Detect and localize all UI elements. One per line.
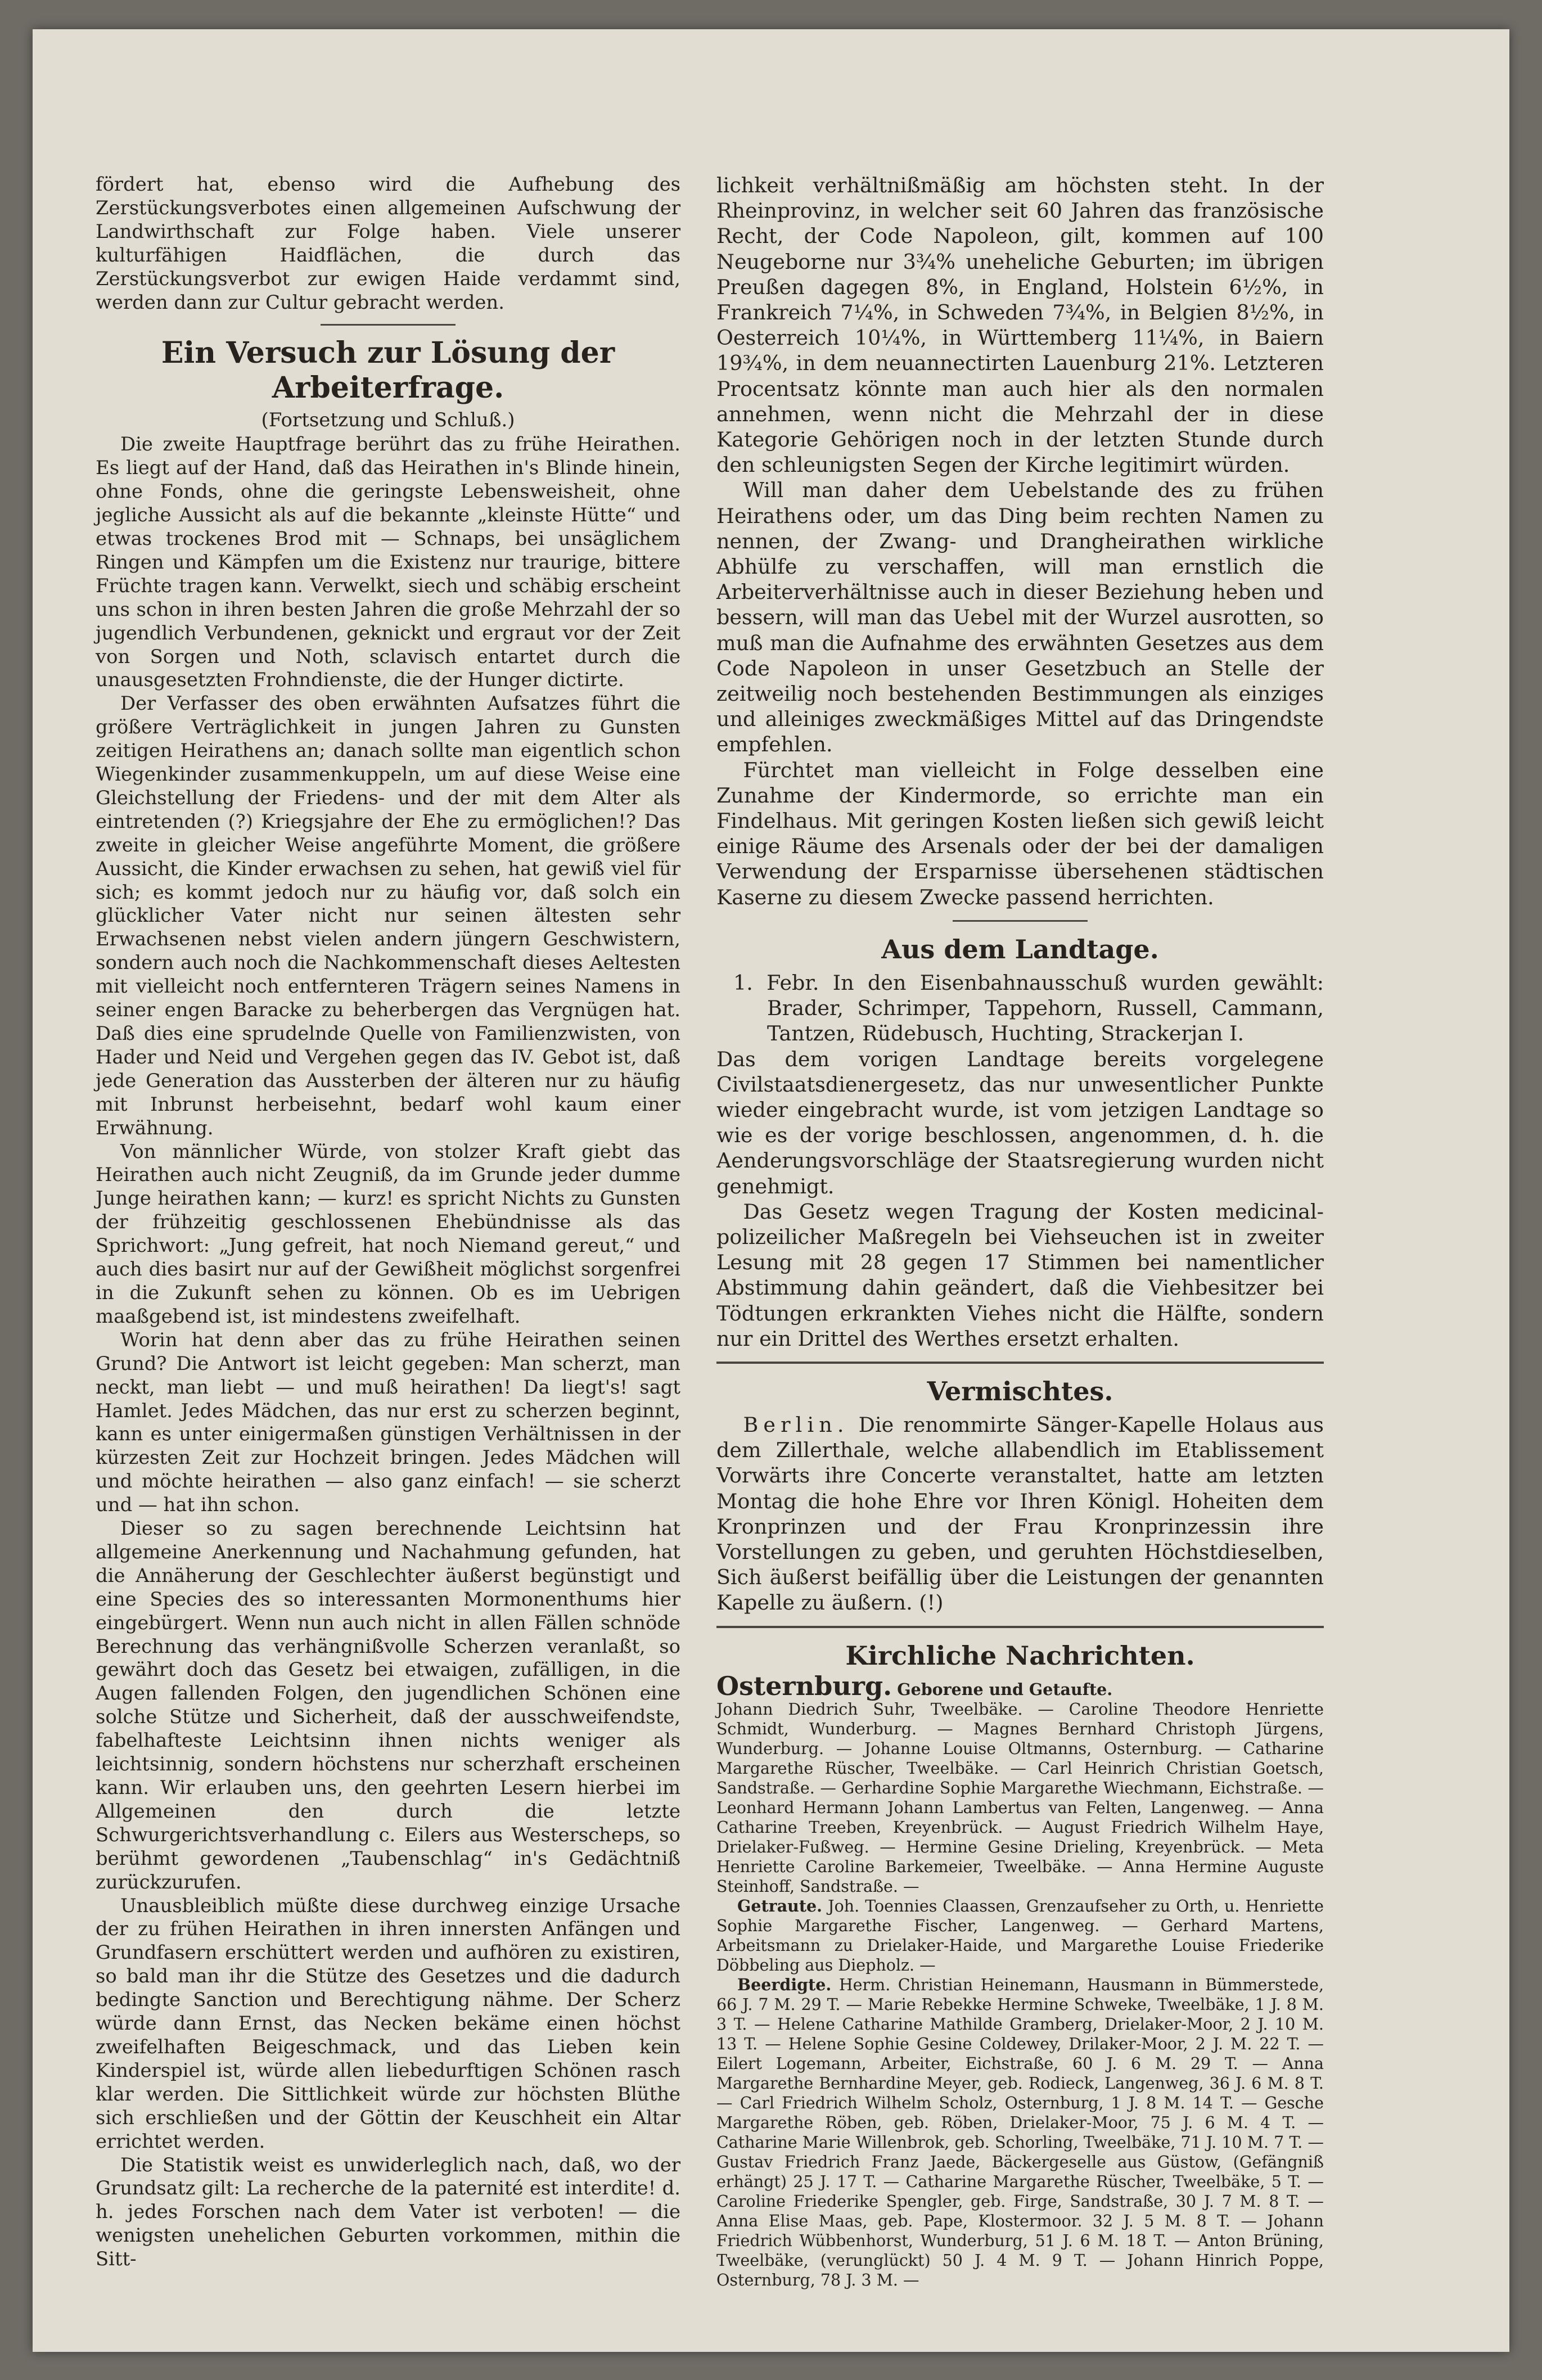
article-paragraph: Die zweite Hauptfrage berührt das zu frühe Heirathen. Es liegt auf der Hand, daß das Heirathen in's Blinde hinein, ohne Fonds, ohne die geringste Lebensweisheit, ohne jegliche Aussicht als auf die bekannte „kleinste Hütte“ und etwas trockenes Brod mit — Schnaps, bei unsäglichem Ringen und Kämpfen um die Existenz nur traurige, bittere Früchte tragen kann. Verwelkt, siech und schäbig erscheint uns schon in ihren besten Jahren die große Mehrzahl der so jugendlich Verbundenen, geknickt und ergraut vor der Zeit von Sorgen und Noth, sclavisch entartet durch die unausgesetzten Frohndienste, die der Hunger dictirte. (96, 433, 680, 691)
article-paragraph: Will man daher dem Uebelstande des zu frühen Heirathens oder, um das Ding beim rechten Namen zu nennen, der Zwang- und Drangheirathen wirkliche Abhülfe zu verschaffen, will man ernstlich die Arbeiterverhältnisse auch in dieser Beziehung heben und bessern, will man das Uebel mit der Wurzel ausrotten, so muß man die Aufnahme des erwähnten Gesetzes aus dem Code Napoleon in unser Gesetzbuch an Stelle der zeitweilig noch bestehenden Bestimmungen als einziges und alleiniges zweckmäßiges Mittel auf das Dringendste empfehlen. (716, 478, 1324, 757)
article-paragraph: lichkeit verhältnißmäßig am höchsten steht. In der Rheinprovinz, in welcher seit 60 Jahren das französische Recht, der Code Napoleon, gilt, kommen auf 100 Neugeborne nur 3¾% uneheliche Geburten; im übrigen Preußen dagegen 8%, in England, Holstein 6½%, in Frankreich 7¼%, in Schweden 7¾%, in Belgien 8½%, in Oesterreich 10¼%, in Württemberg 11¼%, in Baiern 19¾%, in dem neuannectirten Lauenburg 21%. Letzteren Procentsatz könnte man auch hier als den normalen annehmen, wenn nicht die Mehrzahl der in diese Kategorie Gehörigen noch in der letzten Stunde durch den schleunigsten Segen der Kirche legitimirt würden. (716, 173, 1324, 477)
article-paragraph: Fürchtet man vielleicht in Folge desselben eine Zunahme der Kindermorde, so errichte man ein Findelhaus. Mit geringen Kosten ließen sich gewiß leicht einige Räume des Arsenals oder der bei der damaligen Verwendung der Ersparnisse übersehenen städtischen Kaserne zu diesem Zwecke passend herrichten. (716, 758, 1324, 909)
article-paragraph: Worin hat denn aber das zu frühe Heirathen seinen Grund? Die Antwort ist leicht gegeben: Man scherzt, man neckt, man liebt — und muß heirathen! Da liegt's! sagt Hamlet. Jedes Mädchen, das nur erst zu scherzen beginnt, kann es unter einigermaßen günstigen Verhältnissen in der kürzesten Zeit zur Hochzeit bringen. Jedes Mädchen will und möchte heirathen — also ganz einfach! — sie scherzt und — hat ihn schon. (96, 1328, 680, 1516)
article-title: Ein Versuch zur Lösung der Arbeiterfrage. (161, 336, 615, 405)
intro-paragraph: fördert hat, ebenso wird die Aufhebung des Zerstückungsverbotes einen allgemeinen Aufschwung der Landwirthschaft zur Folge haben. Viele unserer kulturfähigen Haidflächen, die durch das Zerstückungsverbot zur ewigen Haide verdammt sind, werden dann zur Cultur gebracht werden. (96, 173, 680, 313)
vermischtes-title: Vermischtes. (927, 1376, 1113, 1407)
church-buried-text: Herm. Christian Heinemann, Hausmann in Bümmerstede, 66 J. 7 M. 29 T. — Marie Rebekke Hermine Schweke, Tweelbäke, 1 J. 8 M. 3 T. — Helene Catharine Mathilde Gramberg, Drielaker-Moor, 2 J. 10 M. 13 T. — Helene Sophie Gesine Coldewey, Drilaker-Moor, 2 J. M. 22 T. — Eilert Logemann, Arbeiter, Eichstraße, 60 J. 6 M. 29 T. — Anna Margarethe Bernhardine Meyer, geb. Rodieck, Langenweg, 36 J. 6 M. 8 T. — Carl Friedrich Wilhelm Scholz, Osternburg, 1 J. 8 M. 14 T. — Gesche Margarethe Röben, geb. Röben, Drielaker-Moor, 75 J. 6 M. 4 T. — Catharine Marie Willenbrok, geb. Schorling, Tweelbäke, 71 J. 10 M. 7 T. — Gustav Friedrich Franz Jaede, Bäckergeselle aus Güstow, (Gefängniß erhängt) 25 J. 17 T. — Catharine Margarethe Rüscher, Tweelbäke, 5 T. — Caroline Friederike Spengler, geb. Firge, Sandstraße, 30 J. 7 M. 8 T. — Anna Elise Maas, geb. Pape, Klostermoor. 32 J. 5 M. 8 T. — Johann Friedrich Wübbenhorst, Wunderburg, 51 J. 6 M. 18 T. — Anton Brüning, Tweelbäke, (verunglückt) 50 J. 4 M. 9 T. — Johann Hinrich Poppe, Osternburg, 78 J. 3 M. — (716, 1975, 1324, 2289)
church-buried-label: Beerdigte. (737, 1975, 832, 1994)
church-married-label: Getraute. (737, 1896, 823, 1915)
left-column (96, 173, 680, 2271)
landtag-paragraph: Das dem vorigen Landtage bereits vorgelegene Civilstaatsdienergesetz, das nur unwesentlicher Punkte wieder eingebracht wurde, ist vom jetzigen Landtage so wie es der vorige beschlossen, angenommen, d. h. die Aenderungsvorschläge der Staatsregierung wurden nicht genehmigt. (716, 1047, 1324, 1198)
church-married (716, 1896, 1324, 1975)
church-born: Johann Diedrich Suhr, Tweelbäke. — Caroline Theodore Henriette Schmidt, Wunderburg. — Magnes Bernhard Christoph Jürgens, Wunderburg. — Johanne Louise Oltmanns, Osternburg. — Catharine Margarethe Rüscher, Tweelbäke. — Carl Heinrich Christian Goetsch, Sandstraße. — Gerhardine Sophie Margarethe Wiechmann, Eichstraße. — Leonhard Hermann Johann Lambertus van Felten, Langenweg. — Anna Catharine Treeben, Kreyenbrück. — August Friedrich Wilhelm Haye, Drielaker-Fußweg. — Hermine Gesine Drieling, Kreyenbrück. — Meta Henriette Caroline Barkemeier, Tweelbäke. — Anna Hermine Auguste Steinhoff, Sandstraße. — (716, 1700, 1324, 1896)
section-divider (716, 1362, 1324, 1364)
article-subtitle: (Fortsetzung und Schluß.) (261, 409, 515, 432)
right-column (716, 173, 1324, 2290)
vermischtes-place: Berlin. (743, 1412, 849, 1437)
section-divider (716, 1626, 1324, 1628)
article-paragraph: Der Verfasser des oben erwähnten Aufsatzes führt die größere Verträglichkeit in jungen Jahren zu Gunsten zeitigen Heirathens an; danach sollte man eigentlich schon Wiegenkinder zusammenkuppeln, um auf diese Weise eine Gleichstellung der Friedens- und der mit dem Alter als eintretenden (?) Kriegsjahre der Ehe zu ermöglichen!? Das zweite in gleicher Weise angeführte Moment, die größere Aussicht, die Kinder erwachsen zu sehen, hat gewiß viel für sich; es kommt jedoch nur zu häufig vor, daß solch ein glücklicher Vater nicht nur seinen ältesten sehr Erwachsenen nebst vielen andern jüngern Geschwistern, sondern auch noch die Nachkommenschaft dieses Aeltesten mit vielleicht noch entfernteren Trägern seines Namens in seiner engen Baracke zu beherbergen das Vergnügen hat. Daß dies eine sprudelnde Quelle von Familienzwisten, von Hader und Neid und Vergehen gegen das IV. Gebot ist, daß jede Generation das Aussterben der älteren nur zu häufig mit Inbrunst herbeisehnt, bedarf wohl kaum einer Erwähnung. (96, 692, 680, 1139)
kirchliche-title: Kirchliche Nachrichten. (845, 1640, 1195, 1671)
article-paragraph: Unausbleiblich müßte diese durchweg einzige Ursache der zu frühen Heirathen in ihren innersten Anfängen und Grundfasern erschüttert werden und aufhören zu existiren, so bald man ihr die Stütze des Gesetzes und die dadurch bedingte Sanction und Berechtigung nähme. Der Scherz würde dann Ernst, das Necken bekäme einen höchst zweifelhaften Beigeschmack, und das Lieben kein Kinderspiel ist, würde allen liebedurftigen Schönen rasch klar werden. Die Sittlichkeit würde zur höchsten Blüthe sich erschließen und der Göttin der Keuschheit ein Altar errichtet werden. (96, 1894, 680, 2152)
church-buried (716, 1975, 1324, 2290)
article-paragraph: Dieser so zu sagen berechnende Leichtsinn hat allgemeine Anerkennung und Nachahmung gefunden, hat die Annäherung der Geschlechter äußerst begünstigt und eine Species des so interessanten Mormonenthums hier eingebürgert. Wenn nun auch nicht in allen Fällen schnöde Berechnung das verhängnißvolle Scherzen veranlaßt, so gewährt doch das Gesetz bei etwaigen, zufälligen, in die Augen fallenden Folgen, den jugendlichen Schönen eine solche Stütze und Sicherheit, daß der ausschweifendste, fabelhafteste Leichtsinn ihnen nichts weniger als leichtsinnig, sondern höchstens nur scherzhaft erscheinen kann. Wir erlauben uns, den geehrten Lesern hierbei im Allgemeinen den durch die letzte Schwurgerichtsverhandlung c. Eilers aus Westerscheps, so berühmt gewordenen „Taubenschlag“ in's Gedächtniß zurückzurufen. (96, 1517, 680, 1893)
landtag-paragraph: Das Gesetz wegen Tragung der Kosten medicinal-polizeilicher Maßregeln bei Viehseuchen ist in zweiter Lesung mit 28 gegen 17 Stimmen bei namentlicher Abstimmung dahin geändert, daß die Viehbesitzer bei Tödtungen erkrankten Viehes nicht die Hälfte, sondern nur ein Drittel des Werthes ersetzt erhalten. (716, 1199, 1324, 1351)
section-divider (321, 324, 456, 326)
landtag-date-entry: 1. Febr. In den Eisenbahnausschuß wurden gewählt: Brader, Schrimper, Tappehorn, Russell, Cammann, Tantzen, Rüdebusch, Huchting, Strackerjan I. (733, 970, 1324, 1046)
church-records (716, 1670, 1324, 2290)
vermischtes-text: Die renommirte Sänger-Kapelle Holaus aus dem Zillerthale, welche allabendlich im Etablissement Vorwärts ihre Concerte veranstaltet, hatte am letzten Montag die hohe Ehre vor Ihren Königl. Hoheiten dem Kronprinzen und der Frau Kronprinzessin ihre Vorstellungen zu geben, und geruhten Höchstdieselben, Sich äußerst beifällig über die Leistungen der genannten Kapelle zu äußern. (!) (716, 1412, 1324, 1615)
church-location-line (716, 1670, 1324, 1701)
section-divider (953, 920, 1088, 922)
landtag-title: Aus dem Landtage. (881, 934, 1159, 964)
church-heading: Geborene und Getaufte. (897, 1679, 1113, 1699)
vermischtes-paragraph (716, 1412, 1324, 1616)
newspaper-page (33, 29, 1509, 2352)
church-married-text: Joh. Toennies Claassen, Grenzaufseher zu Orth, u. Henriette Sophie Margarethe Fischer, Langenweg. — Gerhard Martens, Arbeitsmann zu Drielaker-Haide, und Margarethe Louise Friederike Döbbeling aus Diepholz. — (716, 1896, 1324, 1975)
article-paragraph: Die Statistik weist es unwiderleglich nach, daß, wo der Grundsatz gilt: La recherche de la paternité est interdite! d. h. jedes Forschen nach dem Vater ist verboten! — die wenigsten unehelichen Geburten vorkommen, mithin die Sitt- (96, 2153, 680, 2270)
article-paragraph: Von männlicher Würde, von stolzer Kraft giebt das Heirathen auch nicht Zeugniß, da im Grunde jeder dumme Junge heirathen kann; — kurz! es spricht Nichts zu Gunsten der frühzeitig geschlossenen Ehebündnisse als das Sprichwort: „Jung gefreit, hat noch Niemand gereut,“ und auch dies basirt nur auf der Gewißheit möglichst sorgenfrei in die Zukunft sehen zu können. Ob es im Uebrigen maaßgebend ist, ist mindestens zweifelhaft. (96, 1140, 680, 1327)
church-location: Osternburg. (716, 1670, 892, 1701)
